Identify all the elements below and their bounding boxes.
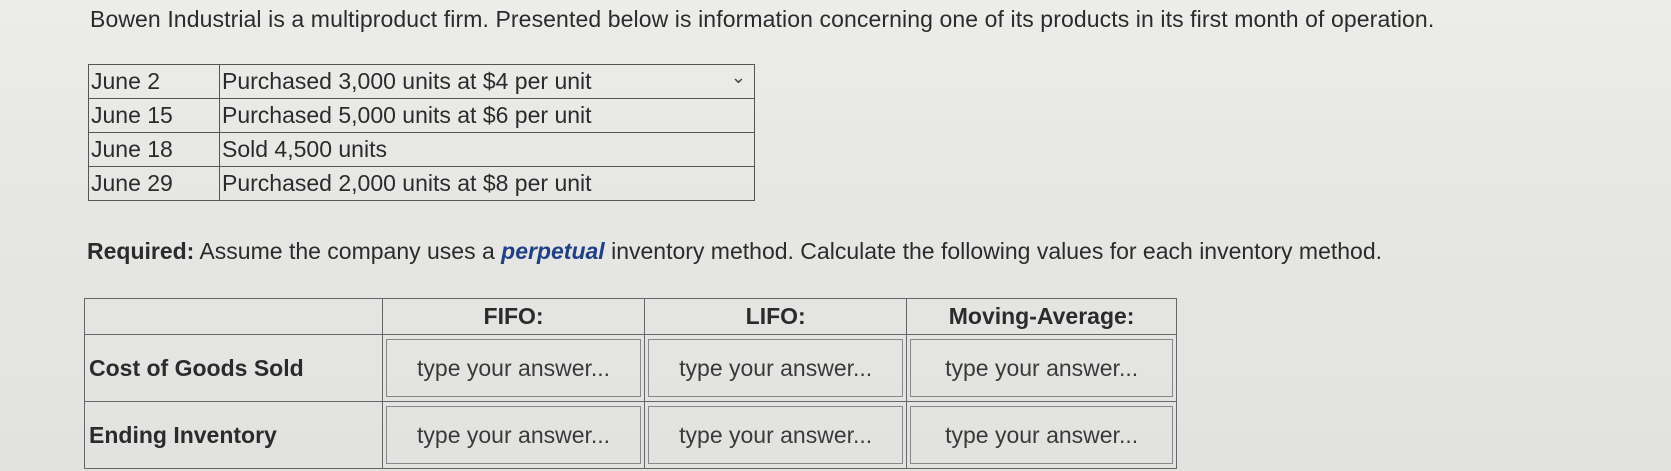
- answer-cell: [383, 335, 645, 402]
- ending-inventory-lifo-input[interactable]: [648, 406, 903, 464]
- row-label-ending-inventory: Ending Inventory: [85, 402, 383, 469]
- cogs-moving-average-input[interactable]: [910, 339, 1173, 397]
- column-header-lifo: LIFO:: [645, 299, 907, 335]
- cogs-lifo-input[interactable]: [648, 339, 903, 397]
- table-row: [89, 99, 755, 133]
- transaction-description: Purchased 2,000 units at $8 per unit: [220, 167, 755, 201]
- column-header-fifo: FIFO:: [383, 299, 645, 335]
- cogs-fifo-input[interactable]: [386, 339, 641, 397]
- problem-intro: Bowen Industrial is a multiproduct firm. Presented below is information concerning one of its products in its first month of operation.: [90, 6, 1435, 32]
- required-instructions: [87, 238, 1382, 265]
- answer-cell: [645, 335, 907, 402]
- transaction-description: Purchased 5,000 units at $6 per unit: [220, 99, 755, 133]
- answer-cell: [907, 335, 1177, 402]
- answer-header-corner: [85, 299, 383, 335]
- answer-header-row: [85, 299, 1177, 335]
- required-emphasis: perpetual: [501, 238, 605, 264]
- chevron-down-icon[interactable]: ⌄: [730, 67, 746, 87]
- column-header-moving-average: Moving-Average:: [907, 299, 1177, 335]
- required-label: Required:: [87, 238, 195, 264]
- transaction-description-text: Purchased 3,000 units at $4 per unit: [222, 68, 592, 94]
- table-row: [89, 133, 755, 167]
- table-row: [89, 167, 755, 201]
- answer-cell: [645, 402, 907, 469]
- answer-table: [84, 298, 1177, 469]
- transaction-date: June 29: [89, 167, 220, 201]
- answer-cell: [383, 402, 645, 469]
- table-row: [85, 335, 1177, 402]
- required-text-before: Assume the company uses a: [194, 238, 502, 264]
- transactions-table: [88, 64, 755, 201]
- required-text-after: inventory method. Calculate the following values for each inventory method.: [604, 238, 1383, 264]
- ending-inventory-fifo-input[interactable]: [386, 406, 641, 464]
- transaction-date: June 2: [89, 65, 220, 99]
- transaction-date: June 18: [89, 133, 220, 167]
- table-row: [85, 402, 1177, 469]
- row-label-cost-of-goods-sold: Cost of Goods Sold: [85, 335, 383, 402]
- answer-cell: [907, 402, 1177, 469]
- transaction-description: Sold 4,500 units: [220, 133, 755, 167]
- transaction-date: June 15: [89, 99, 220, 133]
- ending-inventory-moving-average-input[interactable]: [910, 406, 1173, 464]
- transaction-description: [220, 65, 755, 99]
- table-row: [89, 65, 755, 99]
